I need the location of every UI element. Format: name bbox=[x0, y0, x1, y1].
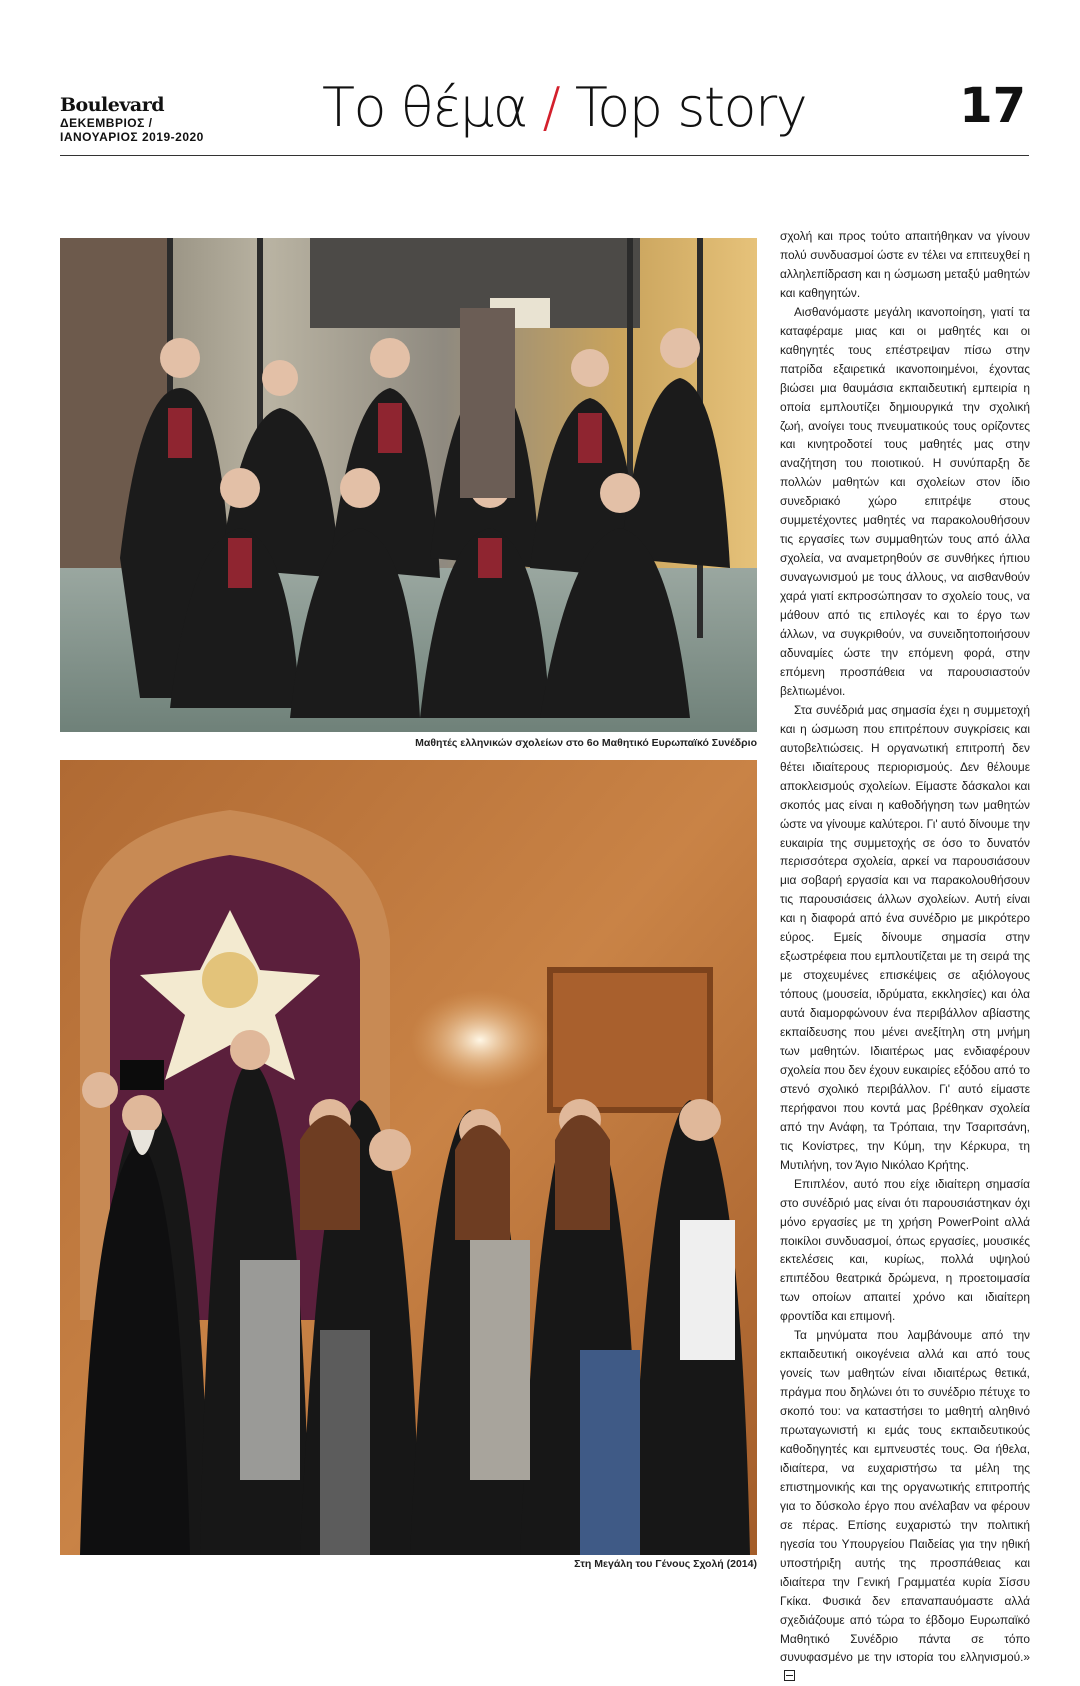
issue-date-line1: ΔΕΚΕΜΒΡΙΟΣ / bbox=[60, 116, 153, 130]
page-number: 17 bbox=[959, 78, 1026, 134]
section-title bbox=[322, 76, 806, 139]
photo-caption-2: Στη Μεγάλη του Γένους Σχολή (2014) bbox=[574, 1558, 757, 1570]
article-paragraph: σχολή και προς τούτο απαιτήθηκαν να γίνουν πολύ συνδυασμοί ώστε εν τέλει να επιτευχθεί η αλληλεπίδραση και η ώσμωση μεταξύ μαθητών και καθηγητών. bbox=[780, 229, 1030, 300]
section-title-greek: Το θέμα bbox=[322, 76, 527, 139]
article-paragraph-last bbox=[780, 1326, 1030, 1686]
photo-great-school bbox=[60, 760, 757, 1555]
section-title-slash: / bbox=[542, 76, 560, 139]
article-paragraph: Στα συνέδριά μας σημασία έχει η συμμετοχή και η ώσμωση που επιτρέπουν συγκρίσεις και αυτοβελτιώσεις. Η οργανωτική επιτροπή δεν θέτει ιδιαίτερους περιορισμούς. Δεν θέλουμε αποκλεισμούς σχολείων. Είμαστε δάσκαλοι και σκοπός μας είναι η καθοδήγηση των μαθητών ώστε να γίνουμε καλύτεροι. Γι' αυτό δίνουμε την ευκαιρία της συμμετοχής σε όσο το δυνατόν περισσότερα σχολεία, αρκεί να παρουσιάσουν μια σοβαρή εργασία και να παρακολουθήσουν τις παρουσιάσεις άλλων σχολείων. Αυτή είναι και η διαφορά από ένα συνέδριο με μικρότερο εύρος. Εμείς δίνουμε σημασία στην εξωστρέφεια που εμπλουτίζεται με τη σειρά της με στοχευμένες επισκέψεις σε αξιόλογους τόπους (μουσεία, ιδρύματα, εκκλησίες) και όλα αυτά διαμορφώνουν ένα περιβάλλον αβίαστης εκπαίδευσης που μένει ανεξίτηλη στη μνήμη των μαθητών. Ιδιαιτέρως μας ενδιαφέρουν σχολεία που δεν έχουν ευκαιρίες εξόδου από το στενό σχολικό περιβάλλον. Γι' αυτό είμαστε περήφανοι που κοντά μας βρέθηκαν σχολεία από την Ανάφη, τα Τρόπαια, την Τσαριτσάνη, τις Κονίστρες, την Κύμη, την Κέρκυρα, τη Μυτιλήνη, τον Άγιο Νικόλαο Κρήτης. bbox=[780, 702, 1030, 1172]
issue-date-line2: ΙΑΝΟΥΑΡΙΟΣ 2019-2020 bbox=[60, 130, 204, 144]
end-square-icon bbox=[784, 1670, 795, 1681]
photo-students-conference bbox=[60, 238, 757, 732]
header-rule bbox=[60, 155, 1029, 156]
page-header bbox=[60, 78, 1030, 158]
magazine-brand: Boulevard bbox=[60, 94, 164, 116]
section-title-english: Top story bbox=[574, 76, 807, 139]
article-last-text: Τα μηνύματα που λαμβάνουμε από την εκπαιδευτική οικογένεια αλλά και από τους γονείς των μαθητών είναι ιδιαιτέρως θετικά, πράγμα που δηλώνει ότι το συνέδριο πέτυχε το σκοπό του: να καταστήσει το μαθητή αληθινό πρωταγωνιστή κι εμάς τους εκπαιδευτικούς καθοδηγητές και εμπνευστές τους. Θα ήθελα, ιδιαίτερα, να ευχαριστήσω τα μέλη της επιστημονικής και της οργανωτικής επιτροπής για το δύσκολο έργο που ανέλαβαν να φέρουν σε πέρας. Επίσης ευχαριστώ την πολιτική ηγεσία του Υπουργείου Παιδείας για την ηθική υποστήριξη αυτής της προσπάθειας και ιδιαίτερα την Γενική Γραμματέα κυρία Σίσσυ Γκίκα. Φυσικά δεν επαναπαυόμαστε αλλά σχεδιάζουμε από τώρα το έβδομο Ευρωπαϊκό Μαθητικό Συνέδριο πάντα σε τόπο συνυφασμένο με την ιστορία του ελληνισμού.» bbox=[780, 1328, 1030, 1665]
issue-date bbox=[60, 116, 204, 144]
article-body bbox=[780, 227, 1030, 1686]
photo-students-conference-image bbox=[60, 238, 757, 732]
photo-caption-1: Μαθητές ελληνικών σχολείων στο 6ο Μαθητικό Ευρωπαϊκό Συνέδριο bbox=[415, 737, 757, 749]
article-paragraph: Αισθανόμαστε μεγάλη ικανοποίηση, γιατί τα καταφέραμε μιας και οι μαθητές και οι καθηγητές τους επέστρεψαν πίσω στην πατρίδα εξαιρετικά ικανοποιημένοι, έχοντας βιώσει μια θαυμάσια εκπαιδευτική εμπειρία η οποία εμπλουτίζει δημιουργικά την σχολική ζωή, ανοίγει τους πνευματικούς τους ορίζοντες και κινητροδοτεί τους μαθητές μας στην αναζήτηση του ποιοτικού. Η συνύπαρξη δε πολλών μαθητών και σχολείων στον ίδιο συνεδριακό χώρο επιτρέψε στους συμμετέχοντες μαθητές να παρακολουθήσουν τις εργασίες των συμμαθητών τους από άλλα σχολεία, να αναμετρηθούν σε συνθήκες ήπιου συναγωνισμού με τους άλλους, να αισθανθούν χαρά γιατί εκπροσώπησαν το σχολείο τους, να μάθουν από τις επιλογές και το έργο των άλλων, να συγκριθούν, να συνειδητοποιήσουν αδυναμίες ώστε την επόμενη φορά, στην επόμενη προσπάθεια να παρουσιαστούν βελτιωμένοι. bbox=[780, 304, 1030, 698]
photo-great-school-image bbox=[60, 760, 757, 1555]
article-paragraph: Επιπλέον, αυτό που είχε ιδιαίτερη σημασία στο συνέδριό μας είναι ότι παρουσιάστηκαν όχι μόνο εργασίες με τη χρήση PowerPoint αλλά ποικίλοι συνδυασμοί, όπως εργασίες, μουσικές εκτελέσεις και, κυρίως, πολλά υψηλού επιπέδου θεατρικά δρώμενα, η προετοιμασία των οποίων απαιτεί χρόνο και ιδιαίτερη φροντίδα και επιμονή. bbox=[780, 1176, 1030, 1324]
